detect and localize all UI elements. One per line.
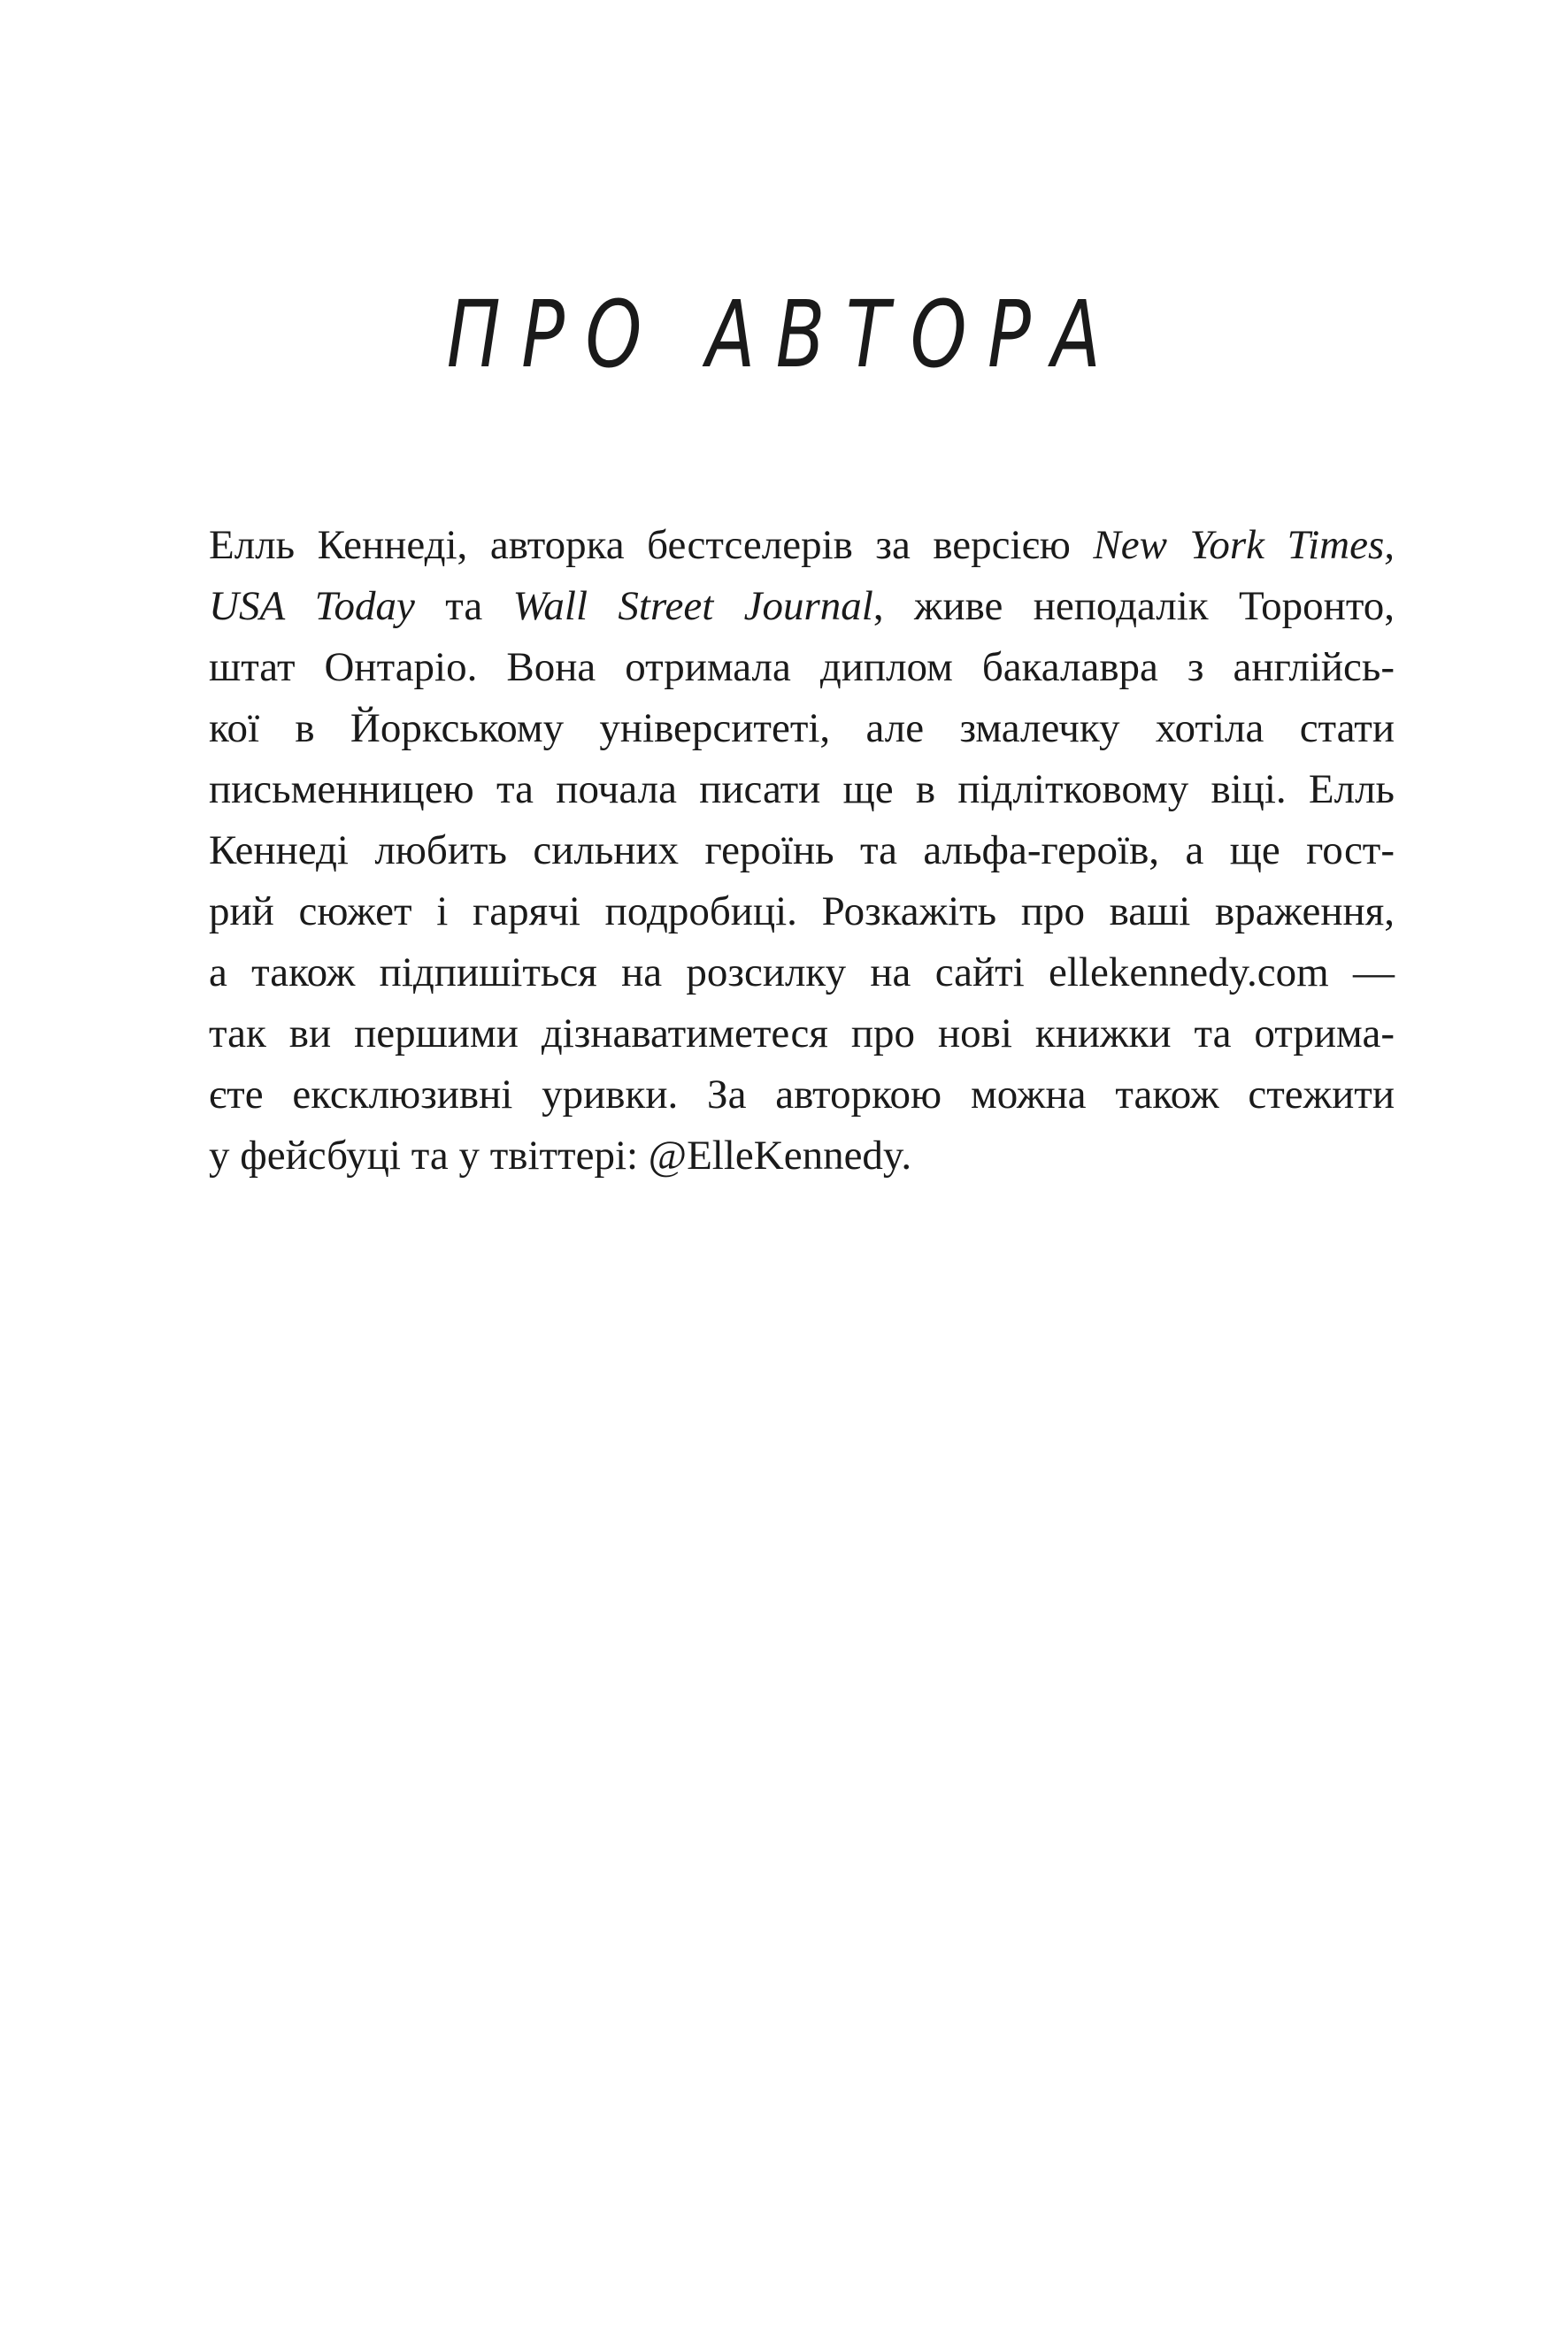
bio-italic-text: Wall Street Journal <box>512 583 873 629</box>
page-title: ПРО АВТОРА <box>446 280 1122 388</box>
bio-text: Кеннеді любить сильних героїнь та альфа-героїв, а ще гост- <box>209 827 1395 873</box>
bio-line <box>209 1126 1395 1187</box>
bio-line <box>209 637 1395 698</box>
bio-text: Елль Кеннеді, авторка бестселерів за версією <box>209 522 1094 568</box>
bio-text: а також підпишіться на розсилку на сайті ellekennedy.com — <box>209 949 1395 995</box>
bio-text: , живе неподалік Торонто, <box>872 583 1395 629</box>
bio-line <box>209 515 1395 576</box>
bio-line <box>209 1064 1395 1126</box>
bio-line <box>209 759 1395 820</box>
bio-italic-text: New York Times, <box>1093 522 1395 568</box>
bio-text: кої в Йоркському університеті, але змалечку хотіла стати <box>209 705 1395 751</box>
bio-line <box>209 1003 1395 1064</box>
bio-text: рий сюжет і гарячі подробиці. Розкажіть про ваші враження, <box>209 888 1395 934</box>
bio-line <box>209 881 1395 942</box>
bio-text: та <box>414 583 513 629</box>
author-bio <box>209 515 1395 1187</box>
bio-line <box>209 942 1395 1003</box>
bio-text: штат Онтаріо. Вона отримала диплом бакалавра з англійсь- <box>209 644 1395 690</box>
bio-text: письменницею та почала писати ще в підлітковому віці. Елль <box>209 766 1395 812</box>
bio-text: так ви першими дізнаватиметеся про нові книжки та отрима- <box>209 1010 1395 1056</box>
bio-italic-text: USA Today <box>209 583 415 629</box>
bio-text: у фейсбуці та у твіттері: @ElleKennedy. <box>209 1133 912 1179</box>
bio-line <box>209 820 1395 881</box>
bio-text: єте ексклюзивні уривки. За авторкою можна також стежити <box>209 1072 1395 1118</box>
bio-line <box>209 698 1395 759</box>
bio-line <box>209 576 1395 637</box>
